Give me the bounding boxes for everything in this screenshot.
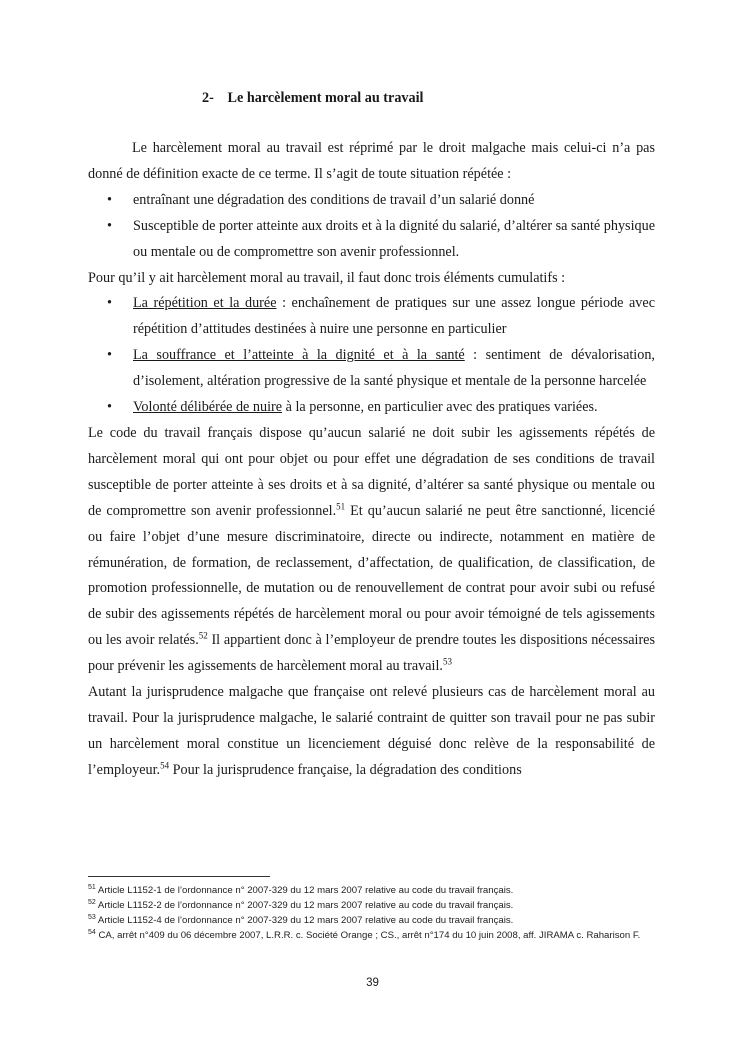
footnote-text: CA, arrêt n°409 du 06 décembre 2007, L.R.R. c. Société Orange ; CS., arrêt n°174 du 10 juin 2008, aff. JIRAMA c. Raharison F. (95, 930, 641, 941)
footnote-text: Article L1152-1 de l’ordonnance n° 2007-329 du 12 mars 2007 relative au code du travail français. (95, 885, 514, 896)
jurisprudence-text: Autant la jurisprudence malgache que française ont relevé plusieurs cas de harcèlement moral au travail. Pour la jurisprudence malgache, le salarié contraint de quitter son travail pour ne pas subir un harcèlement moral constitue un licenciement déguisé donc relève de la responsabilité de l’employeur. (88, 684, 655, 778)
footnote (88, 913, 658, 928)
footnote-ref[interactable]: 51 (336, 500, 346, 511)
footnote (88, 928, 658, 943)
footnote-ref[interactable]: 52 (198, 630, 208, 641)
footnote-separator (88, 876, 270, 877)
footnote-text: Article L1152-4 de l’ordonnance n° 2007-329 du 12 mars 2007 relative au code du travail français. (95, 915, 514, 926)
footnote-number: 53 (88, 913, 96, 921)
code-text: Le code du travail français dispose qu’aucun salarié ne doit subir les agissements répétés de harcèlement moral qui ont pour objet ou pour effet une dégradation de ses conditions de travail susceptible de porter atteinte à ses droits et à sa dignité, d’altérer sa santé physique ou mentale ou de compromettre son avenir professionnel. (88, 424, 655, 519)
footnote-text: Article L1152-2 de l’ordonnance n° 2007-329 du 12 mars 2007 relative au code du travail français. (95, 900, 514, 911)
footnote-number: 51 (88, 883, 96, 891)
elements-intro-paragraph: Pour qu’il y ait harcèlement moral au travail, il faut donc trois éléments cumulatifs : (88, 269, 566, 286)
section-title: Le harcèlement moral au travail (227, 90, 424, 106)
section-number: 2- (202, 90, 214, 106)
jurisprudence-text: Pour la jurisprudence française, la dégradation des conditions (169, 761, 522, 778)
element-text: : enchaînement de pratiques sur une assez longue période avec répétition d’attitudes destinées à nuire une personne en particulier (133, 295, 655, 338)
element-item (133, 291, 655, 343)
element-text: à la personne, en particulier avec des pratiques variées. (282, 399, 598, 416)
section-heading (202, 90, 424, 107)
element-text: : sentiment de dévalorisation, d’isolement, altération progressive de la santé physique et mentale de la personne harcelée (133, 347, 655, 390)
code-text: Il appartient donc à l’employeur de prendre toutes les dispositions nécessaires pour prévenir les agissements de harcèlement moral au travail. (88, 632, 656, 675)
element-label: La souffrance et l’atteinte à la dignité et à la santé (133, 347, 465, 364)
footnote-number: 52 (88, 898, 96, 906)
element-item (133, 343, 655, 395)
code-paragraph (88, 421, 655, 680)
situation-item: • Susceptible de porter atteinte aux droits et à la dignité du salarié, d’altérer sa santé physique ou mentale ou de compromettre son avenir professionnel. (133, 214, 655, 266)
elements-list (88, 291, 655, 421)
footnote-ref[interactable]: 53 (442, 656, 452, 667)
intro-paragraph: Le harcèlement moral au travail est réprimé par le droit malgache mais celui-ci n’a pas donné de définition exacte de ce terme. Il s’agit de toute situation répétée : (88, 140, 655, 182)
code-text: Et qu’aucun salarié ne peut être sanctionné, licencié ou faire l’objet d’une mesure discriminatoire, directe ou indirecte, notamment en matière de rémunération, de formation, de reclassement, d’affectation, de qualification, de classification, de promotion professionnelle, de mutation ou de renouvellement de contrat pour avoir subi ou refusé de subir des agissements répétés de harcèlement moral ou pour avoir témoigné de tels agissements ou les avoir relatés. (88, 502, 656, 649)
footnote (88, 883, 658, 898)
element-item (133, 395, 655, 421)
element-label: Volonté délibérée de nuire (133, 399, 283, 416)
element-label: La répétition et la durée (133, 295, 277, 312)
situation-list (88, 188, 655, 266)
page-number: 39 (366, 977, 379, 989)
footnote-number: 54 (88, 928, 96, 936)
footnote-ref[interactable]: 54 (160, 760, 170, 771)
situation-item: • entraînant une dégradation des conditions de travail d’un salarié donné (133, 188, 655, 214)
body-text (88, 136, 655, 784)
footnotes (88, 876, 658, 943)
jurisprudence-paragraph (88, 680, 655, 784)
footnote (88, 898, 658, 913)
